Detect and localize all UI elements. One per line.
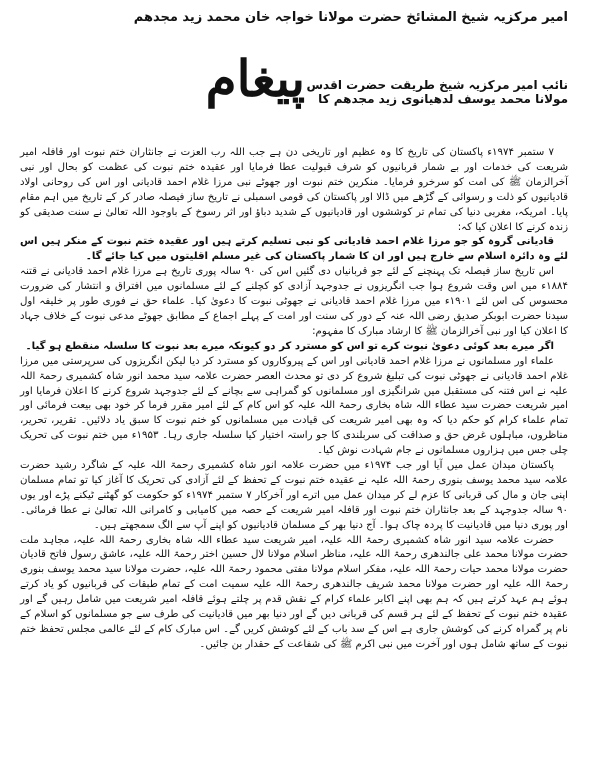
quoted-resolution: قادیانی گروہ کو جو مرزا غلام احمد قادیانی کو نبی تسلیم کرتے ہیں اور عقیدہ ختم نبوت کے منکر ہیں اس لئے وہ دائرہ اسلام سے خارج ہیں اور ان کا شمار پاکستان کی غیر مسلم اقلیتوں میں کیا جائے گا۔ <box>20 236 568 263</box>
page-title: پیغام <box>205 49 305 108</box>
quoted-hadith: اگر میرے بعد کوئی دعویٰ نبوت کرے تو اس کو مسترد کر دو کیونکہ میرے بعد نبوت کا سلسلہ منقطع ہو گیا۔ <box>25 340 554 352</box>
message-body <box>20 146 568 653</box>
paragraph: ۷ ستمبر ۱۹۷۴ء پاکستان کی تاریخ کا وہ عظیم اور تاریخی دن ہے جب اللہ رب العزت نے جانثاران ختم نبوت اور قافلہ امیر شریعت کی خدمات اور بے شمار قربانیوں کو شرف قبولیت عطا فرمایا اور عقیدہ ختم نبوت کی عظمت کو بحال اور نبی آخرالزمان ﷺ کی امت کو سرخرو فرمایا۔ منکرین ختم نبوت اور جھوٹے نبی مرزا غلام احمد قادیانی اور اس کی روحانی اولاد قادیانیوں کو ذلت و رسوائی کے گڑھے میں ڈالا اور پاکستان کی قومی اسمبلی نے تاریخ ساز فیصلہ صادر کر کے تاریخ میں اہم مقام پایا۔ امریکہ، مغربی دنیا کی تمام تر کوششوں اور قادیانیوں کے شدید دباؤ اور اثر رسوخ کے باوجود اللہ تعالیٰ نے سنت صدیقی کو زندہ کرنے کا اعلان کیا کہ: <box>20 147 568 233</box>
paragraph: اس تاریخ ساز فیصلہ تک پہنچنے کے لئے جو قربانیاں دی گئیں اس کی ۹۰ سالہ پوری تاریخ ہے مرزا غلام احمد قادیانی نے قتنہ ۱۸۸۴ء میں اس وقت شروع ہوا جب انگریزوں نے جدوجہد آزادی کو کچلنے کے لئے مسلمانوں میں افتراق و انتشار کی ضرورت محسوس کی اس لئے ۱۹۰۱ء میں مرزا غلام احمد قادیانی نے جھوٹی نبوت کا دعویٰ کیا۔ علماء حق نے فوری طور پر خلیفہ اول سیدنا حضرت ابوبکر صدیق رضی اللہ عنہ کے دور کی سنت اور امت کے پہلے اجماع کے مطابق جھوٹے مدعی نبوت کے خلاف جہاد کا اعلان کیا اور نبی آخرالزمان ﷺ کا ارشاد مبارک کا مفہوم: <box>20 266 568 337</box>
paragraph: علماء اور مسلمانوں نے مرزا غلام احمد قادیانی اور اس کے پیروکاروں کو مسترد کر دیا لیکن انگریزوں کی سرپرستی میں مرزا غلام احمد قادیانی نے جھوٹی نبوت کی تبلیغ شروع کر دی تو محدث العصر حضرت علامہ سید محمد انور شاہ کشمیری رحمۃ اللہ علیہ نے اس فتنہ کی مستقبل میں شرانگیزی اور مسلمانوں کو گمراہی سے بچانے کے لئے جدوجہد شروع کرنے کا اعلان فرمایا اور امیر شریعت حضرت سید عطاء اللہ شاہ بخاری رحمۃ اللہ علیہ کو اس کام کے لئے امیر مقرر فرما کر خود بھی بیعت فرمائی اور تمام علماء کرام کو حکم دیا کہ وہ بھی امیر شریعت کی قیادت میں مسلمانوں کو ختم نبوت کا سبق یاد دلائیں۔ تقریر، تحریر، مناظروں، مباہلوں غرض حق و صداقت کی سربلندی کا جو راستہ اختیار کیا سلسلہ جاری رہا۔ ۱۹۵۳ء میں ختم نبوت کی تحریک چلی جس میں ہزاروں مسلمانوں نے جام شہادت نوش کیا۔ <box>20 355 568 457</box>
author-line: نائب امیر مرکزیہ شیخ طریقت حضرت اقدس مولانا محمد یوسف لدھیانوی زید مجدھم کا <box>306 78 568 106</box>
paragraph: حضرت علامہ سید انور شاہ کشمیری رحمۃ اللہ علیہ، امیر شریعت سید عطاء اللہ شاہ بخاری رحمۃ اللہ علیہ، مجاہد ملت حضرت مولانا محمد علی جالندھری رحمۃ اللہ علیہ، مناظر اسلام مولانا لال حسین اختر رحمۃ اللہ علیہ، عاشق رسول فاتح قادیان حضرت مولانا محمد حیات رحمۃ اللہ علیہ، مفکر اسلام مولانا مفتی محمود رحمۃ اللہ علیہ، حضرت مولانا سید محمد یوسف بنوری رحمۃ اللہ علیہ اور حضرت مولانا محمد شریف جالندھری رحمۃ اللہ علیہ سمیت امت کے تمام طبقات کی قربانیوں کو یاد کرتے ہوئے ہم عہد کرتے ہیں کہ ہم بھی اپنے اکابر علماء کرام کے نقش قدم پر چلتے ہوئے قافلہ امیر شریعت میں شامل رہیں گے اور عقیدہ ختم نبوت کے تحفظ کے لئے ہر قسم کی قربانی دیں گے اور دنیا بھر میں قادیانیت کی طرف سے جو مسلمانوں کو اسلام کے نام پر گمراہ کرنے کی کوشش جاری ہے اس کے سد باب کے لئے کوشش کریں گے۔ اس مبارک کام کے لئے عالمی مجلس تحفظ ختم نبوت کے ساتھ شامل ہوں اور آخرت میں نبی اکرم ﷺ کی شفاعت کے حقدار بن جائیں۔ <box>20 534 568 650</box>
paragraph: پاکستان میدان عمل میں آیا اور جب ۱۹۷۴ء میں حضرت علامہ انور شاہ کشمیری رحمۃ اللہ علیہ کے شاگرد رشید حضرت علامہ سید محمد یوسف بنوری رحمۃ اللہ علیہ نے عقیدہ ختم نبوت کے تحفظ کے لئے آزادی کی تحریک کا آغاز کیا تو تمام مسلمان اپنی جان و مال کی قربانی کا عزم لے کر میدان عمل میں اترے اور آخرکار ۷ ستمبر ۱۹۷۴ء کو حکومت کو گھٹنے ٹیکنے پڑے اور یوں ۹۰ سالہ جدوجہد کے بعد جانثاران ختم نبوت اور قافلہ امیر شریعت کے حصہ میں کامیابی و کامرانی اللہ تعالیٰ نے عطا فرمائی۔ اور پوری دنیا میں قادیانیت کا پردہ چاک ہوا۔ آج دنیا بھر کے مسلمان قادیانیوں کو اپنے آپ سے الگ سمجھتے ہیں۔ <box>20 460 568 531</box>
patron-line: امیر مرکزیہ شیخ المشائخ حضرت مولانا خواجہ خان محمد زید مجدھم <box>133 10 568 25</box>
